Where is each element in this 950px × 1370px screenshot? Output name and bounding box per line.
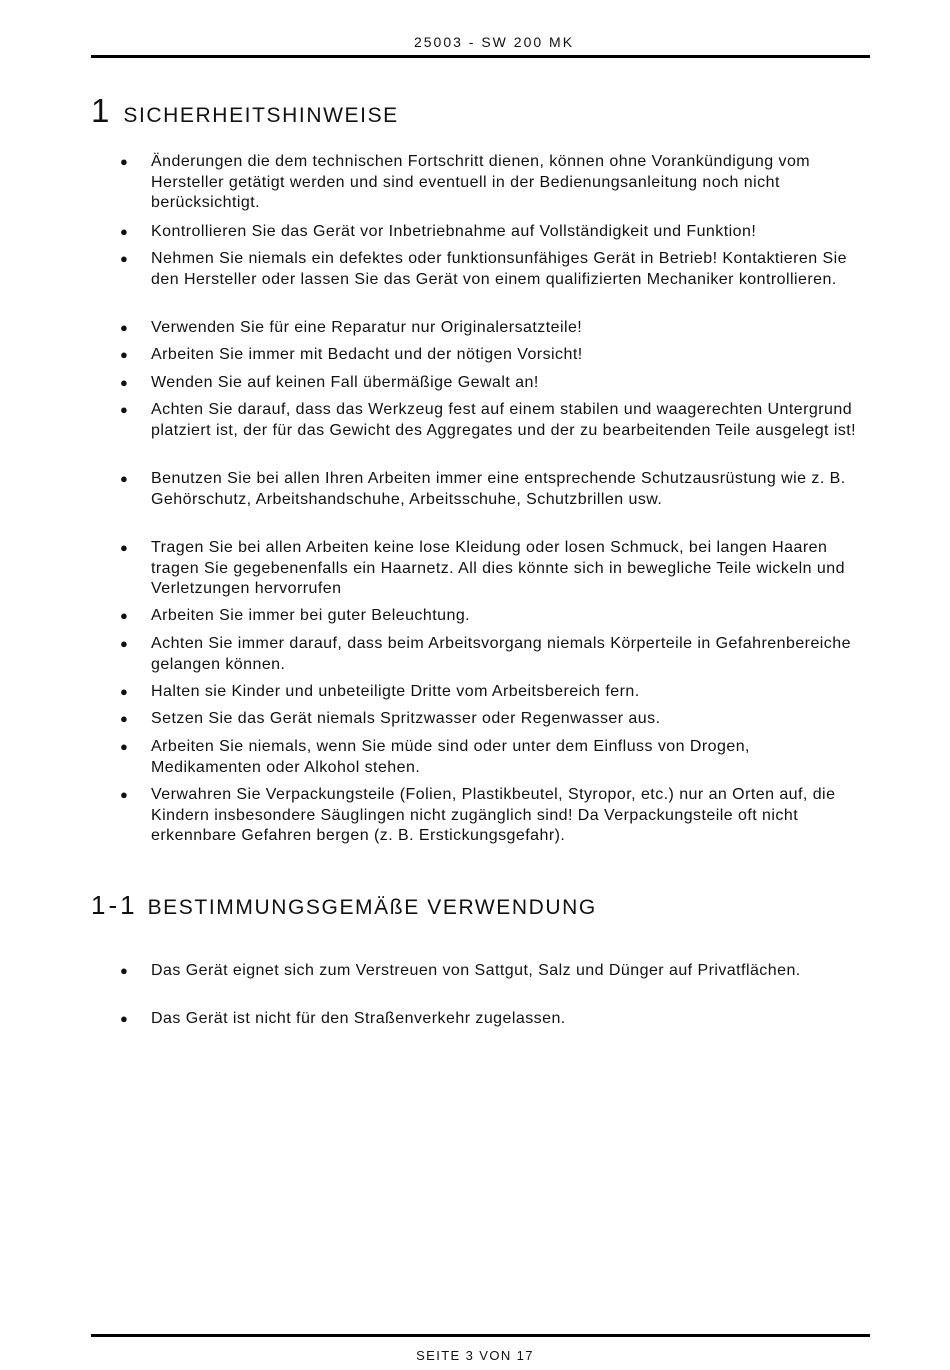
list-item: ● Benutzen Sie bei allen Ihren Arbeiten immer eine entsprechende Schutzausrüstung wie z. B. Gehörschutz, Arbeitshandschuhe, Arbeitsschuhe, Schutzbrillen usw. [151,469,863,510]
section-number: 1 [91,92,110,129]
section-title-text: BESTIMMUNGSGEMÄßE VERWENDUNG [147,896,597,919]
header-divider [91,55,870,58]
list-item: ● Das Gerät ist nicht für den Straßenverkehr zugelassen. [151,1009,863,1030]
page-number: SEITE 3 VON 17 [416,1348,534,1363]
list-item: ● Achten Sie immer darauf, dass beim Arbeitsvorgang niemals Körperteile in Gefahrenbereiche gelangen können. [151,634,863,675]
list-item: ● Änderungen die dem technischen Fortschritt dienen, können ohne Vorankündigung vom Hersteller getätigt werden und sind eventuell in der Bedienungsanleitung noch nicht berücksichtigt. [151,152,863,214]
section-title-text: SICHERHEITSHINWEISE [123,104,399,127]
list-item: ● Halten sie Kinder und unbeteiligte Dritte vom Arbeitsbereich fern. [151,682,863,703]
list-item: ● Verwenden Sie für eine Reparatur nur Originalersatzteile! [151,318,863,339]
section-number: 1-1 [91,890,138,920]
list-item: ● Tragen Sie bei allen Arbeiten keine lose Kleidung oder losen Schmuck, bei langen Haaren tragen Sie gegebenenfalls ein Haarnetz. All dies könnte sich in bewegliche Teile wickeln und Verletzungen hervorrufen [151,538,863,600]
list-item: ● Setzen Sie das Gerät niemals Spritzwasser oder Regenwasser aus. [151,709,863,730]
list-item: ● Kontrollieren Sie das Gerät vor Inbetriebnahme auf Vollständigkeit und Funktion! [151,222,863,243]
list-item: ● Das Gerät eignet sich zum Verstreuen von Sattgut, Salz und Dünger auf Privatflächen. [151,961,863,982]
list-item: ● Arbeiten Sie immer mit Bedacht und der nötigen Vorsicht! [151,345,863,366]
list-item: ● Wenden Sie auf keinen Fall übermäßige Gewalt an! [151,373,863,394]
footer-divider [91,1334,870,1337]
list-item: ● Verwahren Sie Verpackungsteile (Folien, Plastikbeutel, Styropor, etc.) nur an Orten auf, die Kindern insbesondere Säuglingen nicht zugänglich sind! Da Verpackungsteile oft nicht erkennbare Gefahren bergen (z. B. Erstickungsgefahr). [151,785,863,847]
list-item: ● Nehmen Sie niemals ein defektes oder funktionsunfähiges Gerät in Betrieb! Kontaktieren Sie den Hersteller oder lassen Sie das Gerät von einem qualifizierten Mechaniker kontrollieren. [151,249,863,290]
document-header: 25003 - SW 200 MK [413,34,575,50]
list-item: ● Achten Sie darauf, dass das Werkzeug fest auf einem stabilen und waagerechten Untergrund platziert ist, der für das Gewicht des Aggregates und der zu bearbeitenden Teile ausgelegt ist! [151,400,863,441]
list-item: ● Arbeiten Sie niemals, wenn Sie müde sind oder unter dem Einfluss von Drogen, Medikamenten oder Alkohol stehen. [151,737,863,778]
section-title-safety [91,92,399,130]
list-item: ● Arbeiten Sie immer bei guter Beleuchtung. [151,606,863,627]
section-title-intended-use [91,890,597,921]
